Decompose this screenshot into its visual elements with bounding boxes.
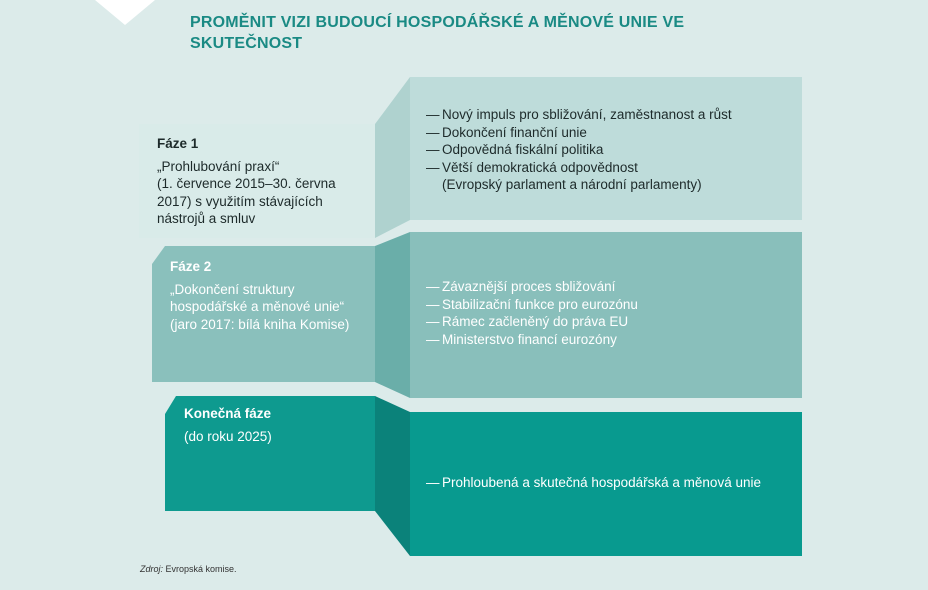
source-prefix: Zdroj: — [140, 564, 164, 574]
page-title: PROMĚNIT VIZI BUDOUCÍ HOSPODÁŘSKÉ A MĚNOVÉ UNIE VE SKUTEČNOST — [190, 14, 685, 52]
list-item: — Závaznější proces sbližování — [426, 278, 796, 296]
phase-3-fold — [375, 396, 410, 556]
source-text: Evropská komise. — [163, 564, 237, 574]
phase-2-list — [426, 278, 796, 348]
phase-3-list — [426, 474, 796, 492]
list-item: — Prohloubená a skutečná hospodářská a měnová unie — [426, 474, 796, 492]
phase-1-description: „Prohlubování praxí“ (1. července 2015–30. června 2017) s využitím stávajících nástrojů a smluv — [157, 158, 336, 226]
list-item: — Dokončení finanční unie — [426, 124, 796, 142]
source-note — [140, 564, 237, 574]
phase-3-title: Konečná fáze — [184, 406, 272, 421]
list-item: — Rámec začleněný do práva EU — [426, 313, 796, 331]
phase-1-list — [426, 106, 796, 194]
phase-1-label — [157, 135, 367, 228]
list-item: — Odpovědná fiskální politika — [426, 141, 796, 159]
phase-1-title: Fáze 1 — [157, 136, 199, 151]
phase-2-description: „Dokončení struktury hospodářské a měnové unie“ (jaro 2017: bílá kniha Komise) — [170, 281, 350, 332]
phase-2-fold — [375, 232, 410, 398]
list-item: — Stabilizační funkce pro eurozónu — [426, 296, 796, 314]
phase-1-fold — [375, 77, 410, 238]
list-item: — Ministerstvo financí eurozóny — [426, 331, 796, 349]
list-item: — Větší demokratická odpovědnost (Evropský parlament a národní parlamenty) — [426, 159, 796, 194]
phase-3-description: (do roku 2025) — [184, 428, 272, 444]
phase-2-label — [170, 258, 370, 333]
phase-2-title: Fáze 2 — [170, 259, 212, 274]
phase-3-label — [184, 405, 369, 445]
list-item: — Nový impuls pro sbližování, zaměstnanost a růst — [426, 106, 796, 124]
